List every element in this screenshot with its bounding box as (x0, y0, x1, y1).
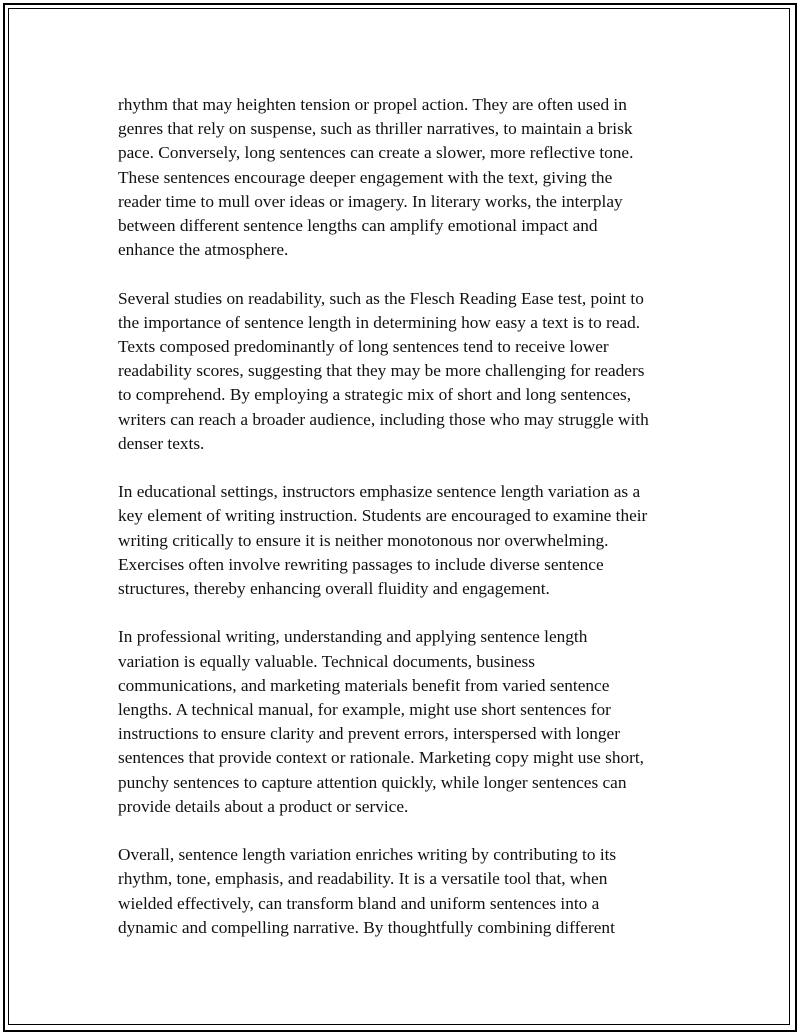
text-line: between different sentence lengths can amplify emotional impact and (118, 216, 598, 236)
text-line: writers can reach a broader audience, including those who may struggle with (118, 409, 649, 429)
text-line: punchy sentences to capture attention quickly, while longer sentences can (118, 772, 627, 792)
text-line: key element of writing instruction. Students are encouraged to examine their (118, 506, 648, 526)
text-line: sentences that provide context or rationale. Marketing copy might use short, (118, 748, 644, 768)
paragraph (118, 287, 688, 456)
text-line: instructions to ensure clarity and prevent errors, interspersed with longer (118, 724, 620, 744)
text-line: rhythm that may heighten tension or propel action. They are often used in (118, 95, 627, 114)
paragraph (118, 480, 688, 601)
text-line: Exercises often involve rewriting passages to include diverse sentence (118, 554, 604, 574)
paragraph (118, 93, 688, 262)
text-line: pace. Conversely, long sentences can create a slower, more reflective tone. (118, 143, 634, 163)
text-line: dynamic and compelling narrative. By thoughtfully combining different (118, 917, 615, 937)
text-line: denser texts. (118, 433, 205, 453)
paragraph (118, 843, 688, 940)
text-line: rhythm, tone, emphasis, and readability. It is a versatile tool that, when (118, 869, 608, 889)
text-line: Texts composed predominantly of long sentences tend to receive lower (118, 337, 609, 357)
text-line: wielded effectively, can transform bland and uniform sentences into a (118, 893, 600, 913)
text-line: writing critically to ensure it is neither monotonous nor overwhelming. (118, 530, 609, 550)
text-line: Several studies on readability, such as the Flesch Reading Ease test, point to (118, 288, 644, 308)
text-line: In professional writing, understanding and applying sentence length (118, 627, 588, 647)
text-line: genres that rely on suspense, such as thriller narratives, to maintain a brisk (118, 119, 633, 139)
text-line: the importance of sentence length in determining how easy a text is to read. (118, 312, 641, 332)
text-line: to comprehend. By employing a strategic mix of short and long sentences, (118, 385, 632, 405)
text-line: These sentences encourage deeper engagement with the text, giving the (118, 167, 613, 187)
text-line: enhance the atmosphere. (118, 240, 289, 260)
text-line: structures, thereby enhancing overall fluidity and engagement. (118, 579, 550, 599)
text-line: provide details about a product or service. (118, 796, 409, 816)
text-line: communications, and marketing materials benefit from varied sentence (118, 675, 610, 695)
text-line: lengths. A technical manual, for example, might use short sentences for (118, 700, 611, 720)
paragraph (118, 625, 688, 819)
text-line: readability scores, suggesting that they may be more challenging for readers (118, 361, 645, 381)
text-line: variation is equally valuable. Technical documents, business (118, 651, 535, 671)
text-line: reader time to mull over ideas or imagery. In literary works, the interplay (118, 191, 623, 211)
text-line: In educational settings, instructors emphasize sentence length variation as a (118, 482, 641, 502)
text-line: Overall, sentence length variation enriches writing by contributing to its (118, 845, 617, 865)
document-body (118, 93, 688, 964)
